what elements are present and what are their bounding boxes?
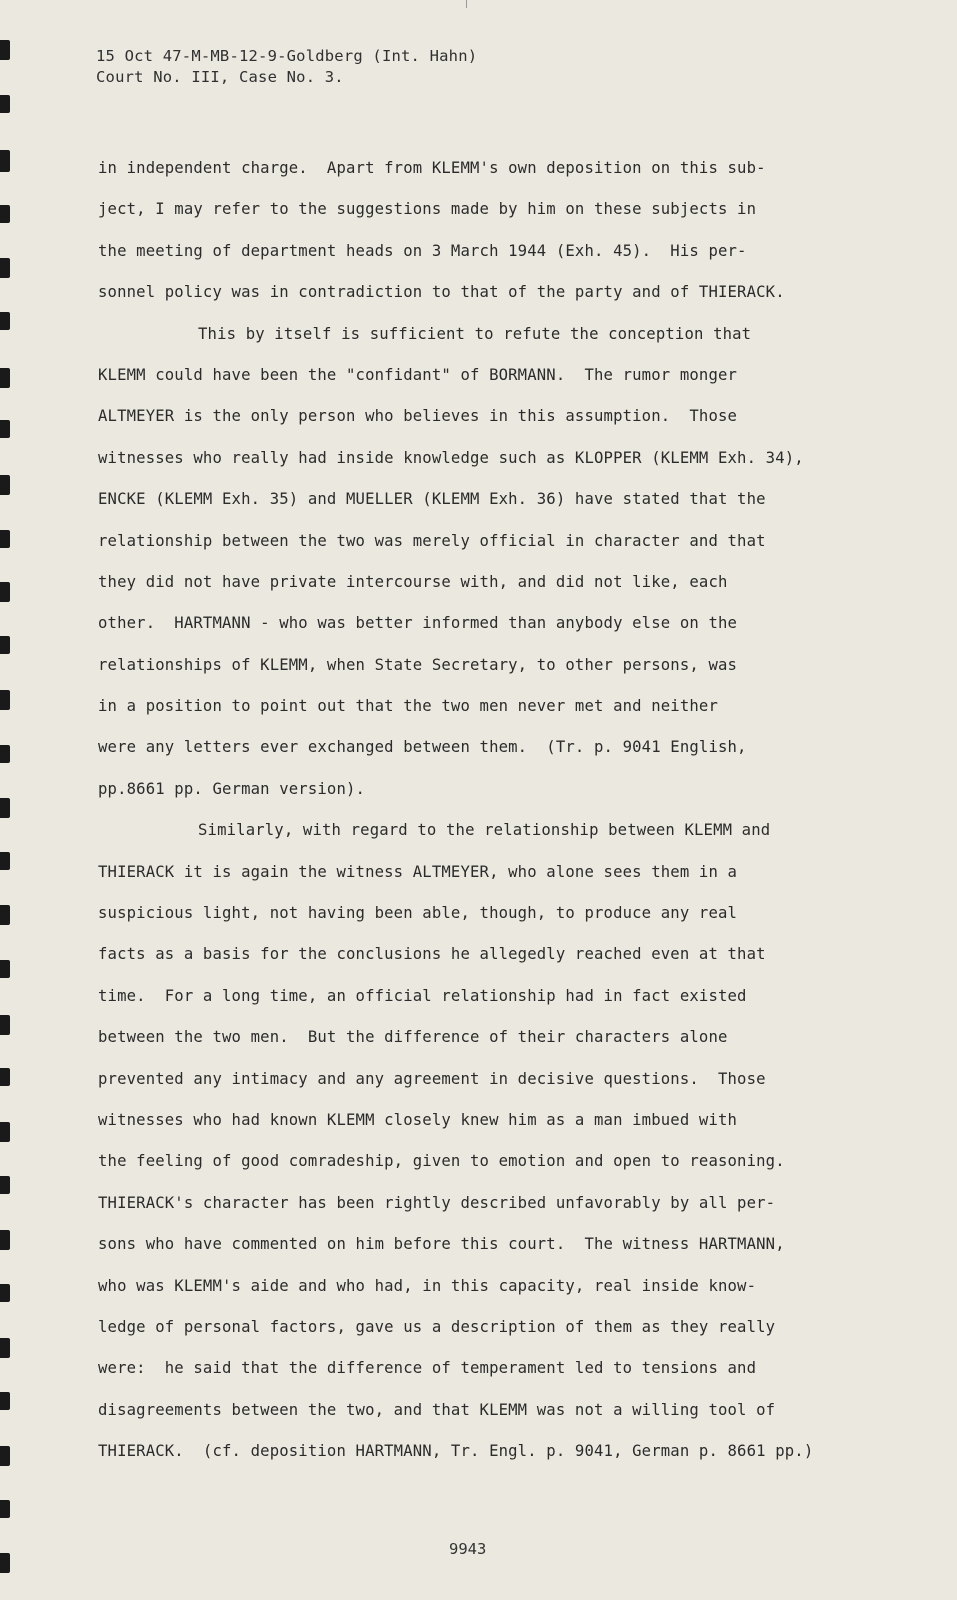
text-line: suspicious light, not having been able, though, to produce any real bbox=[98, 904, 738, 923]
text-line: the meeting of department heads on 3 March 1944 (Exh. 45). His per- bbox=[98, 241, 747, 260]
text-line: facts as a basis for the conclusions he allegedly reached even at that bbox=[98, 945, 766, 964]
text-line: relationships of KLEMM, when State Secretary, to other persons, was bbox=[98, 655, 738, 674]
text-line: witnesses who really had inside knowledge such as KLOPPER (KLEMM Exh. 34), bbox=[98, 448, 804, 467]
text-line: ject, I may refer to the suggestions made by him on these subjects in bbox=[98, 200, 757, 219]
text-line: ledge of personal factors, gave us a description of them as they really bbox=[98, 1317, 776, 1336]
text-line: in independent charge. Apart from KLEMM's own deposition on this sub- bbox=[98, 159, 766, 177]
text-line: THIERACK. (cf. deposition HARTMANN, Tr. Engl. p. 9041, German p. 8661 pp.) bbox=[98, 1442, 814, 1461]
text-line: ENCKE (KLEMM Exh. 35) and MUELLER (KLEMM Exh. 36) have stated that the bbox=[98, 490, 766, 509]
text-line: THIERACK it is again the witness ALTMEYER, who alone sees them in a bbox=[98, 862, 738, 881]
paragraph-2 bbox=[98, 314, 898, 811]
document-header bbox=[96, 46, 477, 88]
text-line: were: he said that the difference of temperament led to tensions and bbox=[98, 1359, 757, 1378]
text-line: time. For a long time, an official relationship had in fact existed bbox=[98, 986, 747, 1005]
text-line: disagreements between the two, and that KLEMM was not a willing tool of bbox=[98, 1400, 776, 1419]
binder-edge-marks bbox=[0, 0, 12, 1600]
text-line: THIERACK's character has been rightly described unfavorably by all per- bbox=[98, 1193, 776, 1212]
text-line: sons who have commented on him before this court. The witness HARTMANN, bbox=[98, 1235, 785, 1254]
text-line: relationship between the two was merely official in character and that bbox=[98, 531, 766, 550]
text-line: between the two men. But the difference of their characters alone bbox=[98, 1028, 728, 1047]
text-line: in a position to point out that the two men never met and neither bbox=[98, 697, 718, 716]
text-line: were any letters ever exchanged between them. (Tr. p. 9041 English, bbox=[98, 738, 747, 757]
text-line: who was KLEMM's aide and who had, in this capacity, real inside know- bbox=[98, 1276, 757, 1295]
top-tick-mark bbox=[466, 0, 467, 8]
text-line: witnesses who had known KLEMM closely knew him as a man imbued with bbox=[98, 1110, 738, 1129]
header-case-reference: 15 Oct 47-M-MB-12-9-Goldberg (Int. Hahn) bbox=[96, 47, 478, 65]
text-line: This by itself is sufficient to refute the conception that bbox=[198, 324, 752, 343]
text-line: sonnel policy was in contradiction to that of the party and of THIERACK. bbox=[98, 283, 785, 302]
text-line: other. HARTMANN - who was better informed than anybody else on the bbox=[98, 614, 738, 633]
text-line: prevented any intimacy and any agreement in decisive questions. Those bbox=[98, 1069, 766, 1088]
text-line: ALTMEYER is the only person who believes in this assumption. Those bbox=[98, 407, 738, 426]
text-line: they did not have private intercourse with, and did not like, each bbox=[98, 572, 728, 591]
paragraph-3 bbox=[98, 810, 898, 1472]
header-court-reference: Court No. III, Case No. 3. bbox=[96, 68, 344, 86]
text-line: Similarly, with regard to the relationship between KLEMM and bbox=[198, 821, 771, 840]
text-line: the feeling of good comradeship, given to emotion and open to reasoning. bbox=[98, 1152, 785, 1171]
document-body bbox=[98, 148, 898, 1473]
text-line: pp.8661 pp. German version). bbox=[98, 779, 366, 798]
paragraph-1 bbox=[98, 148, 898, 314]
page-number: 9943 bbox=[449, 1540, 487, 1558]
text-line: KLEMM could have been the "confidant" of BORMANN. The rumor monger bbox=[98, 365, 738, 384]
